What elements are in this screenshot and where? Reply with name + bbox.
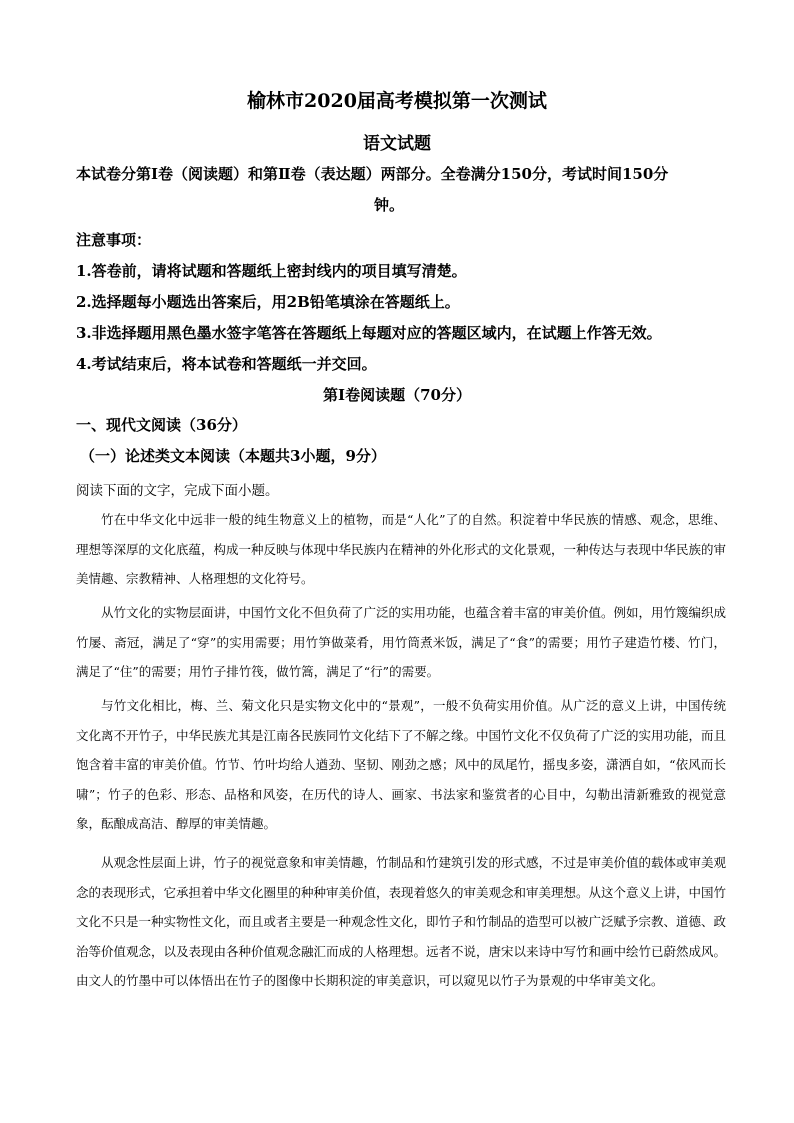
exam-subtitle: 语文试题 (363, 134, 431, 154)
exam-title: 榆林市2020届高考模拟第一次测试 (247, 90, 547, 112)
intro-line-1: 本试卷分第Ⅰ卷（阅读题）和第Ⅱ卷（表达题）两部分。全卷满分150分，考试时间150分 (76, 165, 669, 183)
note-item-4: 4.考试结束后，将本试卷和答题纸一并交回。 (76, 355, 377, 373)
note-item-1: 1.答卷前，请将试题和答题纸上密封线内的项目填写清楚。 (76, 262, 467, 280)
passage-paragraph-3: 与竹文化相比，梅、兰、菊文化只是实物文化中的“景观”，一般不负荷实用价值。从广泛的意义上讲，中国传统文化离不开竹子，中华民族尤其是江南各民族同竹文化结下了不解之缘。中国竹文化不仅负荷了广泛的实用功能，而且饱含着丰富的审美价值。竹节、竹叶均给人遒劲、坚韧、刚劲之感；风中的凤尾竹，摇曳多姿，潇洒自如，“依风而长啸”；竹子的色彩、形态、品格和风姿，在历代的诗人、画家、书法家和鉴赏者的心目中，勾勒出清新雅致的视觉意象，酝酿成高洁、醇厚的审美情趣。 (76, 698, 727, 831)
intro-line-2: 钟。 (374, 196, 405, 214)
passage-paragraph-2: 从竹文化的实物层面讲，中国竹文化不但负荷了广泛的实用功能，也蕴含着丰富的审美价值。例如，用竹篾编织成竹屡、斋冠，满足了“穿”的实用需要；用竹笋做菜肴，用竹筒煮米饭，满足了“食”的需要；用竹子建造竹楼、竹门，满足了“住”的需要；用竹子排竹筏，做竹篙，满足了“行”的需要。 (76, 605, 727, 679)
notes-heading: 注意事项： (76, 231, 152, 249)
passage-paragraph-4: 从观念性层面上讲，竹子的视觉意象和审美情趣，竹制品和竹建筑引发的形式感，不过是审美价值的载体或审美观念的表现形式，它承担着中华文化圈里的种种审美价值，表现着悠久的审美观念和审美理想。从这个意义上讲，中国竹文化不只是一种实物性文化，而且或者主要是一种观念性文化，即竹子和竹制品的造型可以被广泛赋予宗教、道德、政治等价值观念，以及表现由各种价值观念融汇而成的人格理想。远者不说，唐宋以来诗中写竹和画中绘竹已蔚然成风。由文人的竹墨中可以体悟出在竹子的图像中长期积淀的审美意识，可以窥见以竹子为景观的中华审美文化。 (76, 855, 727, 988)
section-heading-2: （一）论述类文本阅读（本题共3小题，9分） (80, 447, 386, 465)
note-item-2: 2.选择题每小题选出答案后，用2B铅笔填涂在答题纸上。 (76, 293, 460, 311)
part-title: 第Ⅰ卷阅读题（70分） (323, 386, 471, 404)
instruction-text: 阅读下面的文字，完成下面小题。 (76, 483, 279, 499)
section-heading-1: 一、现代文阅读（36分） (76, 416, 247, 434)
note-item-3: 3.非选择题用黑色墨水签字笔答在答题纸上每题对应的答题区域内，在试题上作答无效。 (76, 324, 662, 342)
passage-paragraph-1: 竹在中华文化中远非一般的纯生物意义上的植物，而是“人化”了的自然。积淀着中华民族的情感、观念，思维、理想等深厚的文化底蕴，构成一种反映与体现中华民族内在精神的外化形式的文化景观，一种传达与表现中华民族的审美情趣、宗教精神、人格理想的文化符号。 (76, 512, 727, 586)
